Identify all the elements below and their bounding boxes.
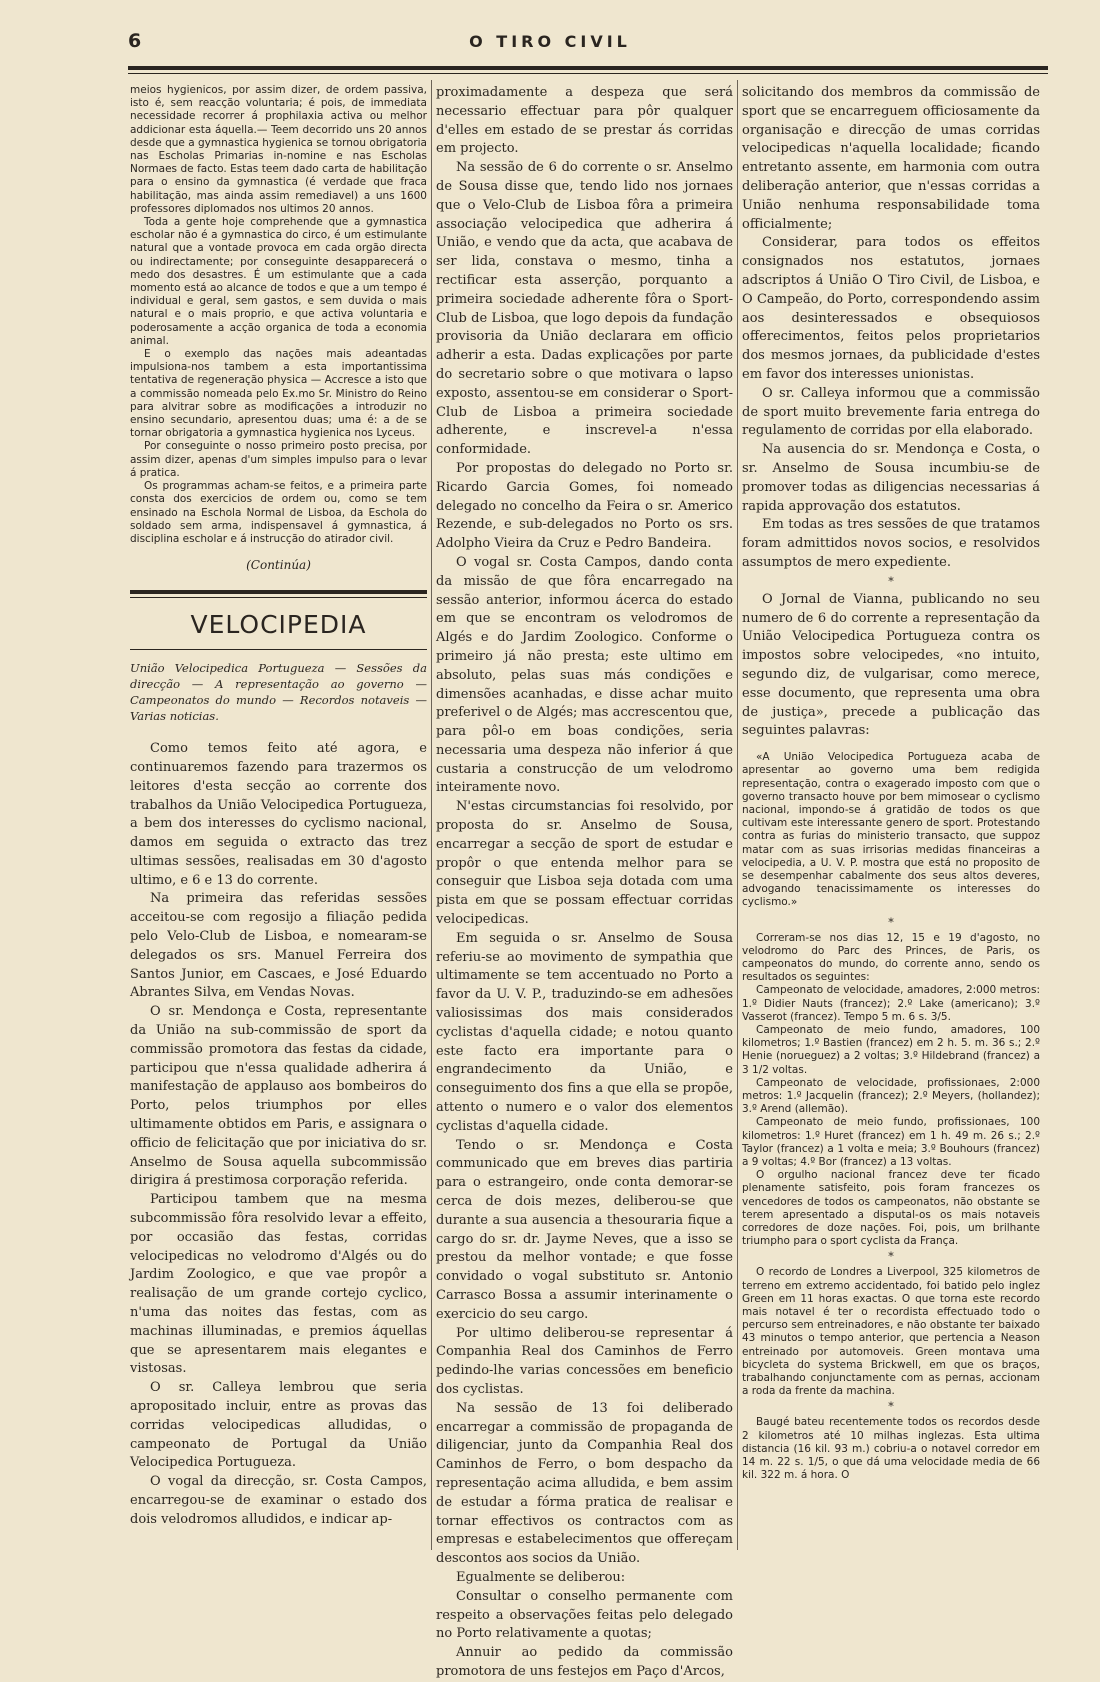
paragraph: Em seguida o sr. Anselmo de Sousa referiu-se ao movimento de sympathia que ultimamente se tem accentuado no Porto a favor da U. V. P., traduzindo-se em adhesões valiosissimas dos mais considerados cyclistas d'aquella cidade; e notou quanto este facto era importante para o engrandecimento da União, e conseguimento dos fins a que ella se propõe, attento o numero e o valor dos elementos cyclistas d'aquella cidade.: [436, 930, 733, 1134]
paragraph: O sr. Calleya lembrou que seria apropositado incluir, entre as provas das corridas velocipedicas alludidas, o campeonato de Portugal da União Velocipedica Portugueza.: [130, 1380, 427, 1471]
paragraph: Campeonato de meio fundo, profissionaes, 100 kilometros: 1.º Huret (francez) em 1 h. 49 m. 26 s.; 2.º Taylor (francez) a 1 volta e meia; 3.º Bouhours (francez) a 9 voltas; 4.º Bor (francez) a 13 voltas.: [742, 1116, 1040, 1168]
paragraph: Campeonato de velocidade, amadores, 2:000 metros: 1.º Didier Nauts (francez); 2.º Lake (americano); 3.º Vasserot (francez). Tempo 5 m. 6 s. 3/5.: [742, 984, 1040, 1023]
paragraph: Por ultimo deliberou-se representar á Companhia Real dos Caminhos de Ferro pedindo-lhe varias concessões em beneficio dos cyclistas.: [436, 1325, 733, 1397]
separator-asterisk: *: [888, 574, 894, 588]
section-rule: [130, 649, 427, 650]
paragraph: O vogal sr. Costa Campos, dando conta da missão de que fôra encarregado na sessão anterior, informou ácerca do estado em que se encontram os velodromos de Algés e do Jardim Zoologico. Conforme o primeiro já não presta; este ultimo em absoluto, pelas suas más condições e dimensões acanhadas, e disse achar muito preferivel o de Algés; mas accrescentou que, para pôl-o em boas condições, seria necessaria uma despeza não inferior á que custaria a construcção de um velodromo inteiramente novo.: [436, 554, 733, 796]
paragraph: Na ausencia do sr. Mendonça e Costa, o sr. Anselmo de Sousa incumbiu-se de promover todas as diligencias necessarias á rapida approvação dos estatutos.: [742, 442, 1040, 514]
paragraph: O vogal da direcção, sr. Costa Campos, encarregou-se de examinar o estado dos dois velodromos alludidos, e indicar ap-: [130, 1474, 427, 1527]
paragraph: N'estas circumstancias foi resolvido, por proposta do sr. Anselmo de Sousa, encarregar a secção de sport de estudar e propôr o que entenda melhor para se conseguir que Lisboa seja dotada com uma pista em que se possam effectuar corridas velocipedicas.: [436, 799, 733, 928]
paragraph: Egualmente se deliberou:: [456, 1569, 626, 1585]
column-divider: [431, 80, 432, 1550]
paragraph: Como temos feito até agora, e continuaremos fazendo para trazermos os leitores d'esta secção ao corrente dos trabalhos da União Velocipedica Portugueza, a bem dos interesses do cyclismo nacional, damos em seguida o extracto das trez ultimas sessões, realisadas em 30 d'agosto ultimo, e 6 e 13 do corrente.: [130, 741, 427, 888]
paragraph: Baugé bateu recentemente todos os recordos desde 2 kilometros até 10 milhas inglezas. Esta ultima distancia (16 kil. 93 m.) cobriu-a o notavel corredor em 14 m. 22 s. 1/5, o que dá uma velocidade media de 66 kil. 322 m. á hora. O: [742, 1416, 1040, 1482]
header-rule: [128, 66, 1048, 74]
paragraph: Correram-se nos dias 12, 15 e 19 d'agosto, no velodromo do Parc des Princes, de Paris, os campeonatos do mundo, do corrente anno, sendo os resultados os seguintes:: [742, 931, 1040, 984]
paragraph: meios hygienicos, por assim dizer, de ordem passiva, isto é, sem reacção voluntaria; é pois, de immediata necessidade recorrer á prophilaxia activa ou melhor addicionar esta áquella.— Teem decorrido uns 20 annos desde que a gymnastica hygienica se tornou obrigatoria nas Escholas Primarias in-nomine e nas Escholas Normaes de facto. Estas teem dado carta de habilitação para o ensino da gymnastica (é verdade que fraca habilitação, mas ainda assim remediavel) a uns 1600 professores diplomados nos ultimos 20 annos.: [130, 84, 427, 215]
paragraph: Participou tambem que na mesma subcommissão fôra resolvido levar a effeito, por occasião das festas, corridas velocipedicas no velodromo d'Algés ou do Jardim Zoologico, e que vae propôr a realisação de um grande cortejo cyclico, n'uma das noites das festas, com as machinas illuminadas, e premios áquellas que se apresentarem mais elegantes e vistosas.: [130, 1192, 427, 1377]
section-title: VELOCIPEDIA: [190, 610, 367, 640]
paragraph: O recordo de Londres a Liverpool, 325 kilometros de terreno em extremo accidentado, foi batido pelo inglez Green em 11 horas exactas. O que torna este recordo mais notavel é ter o recordista effectuado todo o percurso sem entreinadores, e não obstante ter baixado 43 minutos o tempo anterior, que pertencia a Neason entreinado por automoveis. Green montava uma bicycleta do systema Brickwell, em que os braços, trabalhando conjunctamente com as pernas, accionam a roda da frente da machina.: [742, 1266, 1040, 1398]
section-rule: [130, 590, 427, 594]
paragraph: Na primeira das referidas sessões acceitou-se com regosijo a filiação pedida pelo Velo-Club de Lisboa, e nomearam-se delegados os srs. Manuel Ferreira dos Santos Junior, em Cascaes, e José Eduardo Abrantes Silva, em Vendas Novas.: [130, 891, 427, 1001]
separator-asterisk: *: [888, 1400, 894, 1414]
section-summary: União Velocipedica Portugueza — Sessões da direcção — A representação ao governo — Campeonatos do mundo — Recordos notaveis — Varias noticias.: [130, 661, 427, 724]
paragraph: solicitando dos membros da commissão de sport que se encarreguem officiosamente da organisação e direcção de umas corridas velocipedicas n'aquella localidade; ficando entretanto assente, em harmonia com outra deliberação anterior, que n'essas corridas a União nenhuma responsabilidade toma officialmente;: [742, 85, 1040, 232]
column-3: [742, 84, 1040, 1564]
paragraph: Considerar, para todos os effeitos consignados nos estatutos, jornaes adscriptos á União O Tiro Civil, de Lisboa, e O Campeão, do Porto, correspondendo assim aos desinteressados e obsequiosos offerecimentos, feitos pelos proprietarios dos mesmos jornaes, da publicidade d'estes em favor dos interesses unionistas.: [742, 235, 1040, 382]
paragraph: Tendo o sr. Mendonça e Costa communicado que em breves dias partiria para o estrangeiro, onde conta demorar-se cerca de dois mezes, deliberou-se que durante a sua ausencia a thesouraria fique a cargo do sr. dr. Jayme Neves, que a isso se prestou da melhor vontade; e que fosse convidado o vogal substituto sr. Antonio Carrasco Bossa a assumir interinamente o exercicio do seu cargo.: [436, 1137, 733, 1322]
paragraph: Campeonato de velocidade, profissionaes, 2:000 metros: 1.º Jacquelin (francez); 2.º Meyers, (hollandez); 3.º Arend (allemão).: [742, 1076, 1040, 1116]
paragraph: Na sessão de 6 do corrente o sr. Anselmo de Sousa disse que, tendo lido nos jornaes que o Velo-Club de Lisboa fôra a primeira associação velocipedica que adherira á União, e vendo que da acta, que acabava de ser lida, constava o mesmo, tinha a rectificar esta asserção, porquanto a primeira sociedade adherente fôra o Sport-Club de Lisboa, que logo depois da fundação provisoria da União declarara em officio adherir a esta. Dadas explicações por parte do secretario sobre o que motivara o lapso exposto, assentou-se em considerar o Sport-Club de Lisboa a primeira sociedade adherente, e inscrevel-a n'essa conformidade.: [436, 160, 733, 458]
paragraph: Annuir ao pedido da commissão promotora de uns festejos em Paço d'Arcos,: [436, 1645, 733, 1679]
paragraph: O orgulho nacional francez deve ter ficado plenamente satisfeito, pois foram francezes os vencedores de todos os campeonatos, não obstante se terem apresentado a disputal-os os mais notaveis corredores de doze nações. Foi, pois, um brilhante triumpho para o sport cyclista da França.: [742, 1169, 1040, 1248]
page-number: 6: [128, 30, 142, 52]
column-1: [130, 84, 427, 1564]
paragraph: Consultar o conselho permanente com respeito a observações feitas pelo delegado no Porto relativamente a quotas;: [436, 1588, 733, 1642]
paragraph: Campeonato de meio fundo, amadores, 100 kilometros; 1.º Bastien (francez) em 2 h. 5. m. 36 s.; 2.º Henie (norueguez) a 2 voltas; 3.º Hildebrand (francez) a 3 1/2 voltas.: [742, 1023, 1040, 1076]
separator-asterisk: *: [888, 915, 894, 929]
paragraph: Na sessão de 13 foi deliberado encarregar a commissão de propaganda de diligenciar, junto da Companhia Real dos Caminhos de Ferro, o bom despacho da representação acima alludida, e bem assim de estudar a fórma pratica de realisar e tornar effectivos os contractos com as empresas e estabelecimentos que offereçam descontos aos socios da União.: [436, 1400, 733, 1567]
paragraph: Em todas as tres sessões de que tratamos foram admittidos novos socios, e resolvidos assumptos de mero expediente.: [742, 517, 1040, 570]
paragraph: Por conseguinte o nosso primeiro posto precisa, por assim dizer, apenas d'um simples impulso para o levar á pratica.: [130, 440, 427, 479]
separator-asterisk: *: [888, 1250, 894, 1264]
paragraph: Toda a gente hoje comprehende que a gymnastica escholar não é a gymnastica do circo, é um estimulante natural que a vontade provoca em cada orgão directa ou indirectamente; por conseguinte desapparecerá o medo dos desastres. É um estimulante que a cada momento está ao alcance de todos e que a um tempo é individual e geral, sem gastos, e sem duvida o mais natural e o mais proprio, e que activa voluntaria e poderosamente a acção organica de toda a economia animal.: [130, 216, 427, 347]
column-2: [436, 84, 733, 1679]
continua-note: (Continúa): [246, 558, 311, 573]
paragraph: O sr. Calleya informou que a commissão de sport muito brevemente faria entrega do regulamento de corridas por ella elaborado.: [742, 385, 1040, 439]
section-rule: [130, 597, 427, 598]
newspaper-title: O TIRO CIVIL: [469, 32, 631, 51]
paragraph: O sr. Mendonça e Costa, representante da União na sub-commissão de sport da commissão promotora das festas da cidade, participou que n'essa qualidade adherira á manifestação de applauso aos bombeiros do Porto, pelos triumphos por elles ultimamente obtidos em Paris, e assignara o officio de felicitação que por iniciativa do sr. Anselmo de Sousa aquella subcommissão dirigira á prestimosa corporação referida.: [130, 1004, 427, 1189]
paragraph: Por propostas do delegado no Porto sr. Ricardo Garcia Gomes, foi nomeado delegado no concelho da Feira o sr. Americo Rezende, e sub-delegados no Porto os srs. Adolpho Vieira da Cruz e Pedro Bandeira.: [436, 460, 733, 552]
paragraph: proximadamente a despeza que será necessario effectuar para pôr qualquer d'elles em estado de se prestar ás corridas em projecto.: [436, 85, 733, 157]
column-divider: [737, 80, 738, 1550]
page-header: [0, 30, 1100, 60]
paragraph: E o exemplo das nações mais adeantadas impulsiona-nos tambem a esta importantissima tentativa de regeneração physica — Accresce a isto que a commissão nomeada pelo Ex.mo Sr. Ministro do Reino para alvitrar sobre as modificações a introduzir no ensino secundario, apresentou duas; uma é: a de se tornar obrigatoria a gymnastica hygienica nos Lyceus.: [130, 348, 427, 440]
paragraph: Os programmas acham-se feitos, e a primeira parte consta dos exercicios de ordem ou, como se tem ensinado na Eschola Normal de Lisboa, da Eschola do soldado sem arma, indispensavel á gymnastica, á disciplina escholar e á instrucção do atirador civil.: [130, 480, 427, 545]
block-quote: «A União Velocipedica Portugueza acaba de apresentar ao governo uma bem redigida representação, contra o exagerado imposto com que o governo transacto houve por bem mimosear o cyclismo nacional, impondo-se á gratidão de todos os que cultivam este interessante genero de sport. Protestando contra as furias do ministerio transacto, que suppoz matar com as suas irrisorias medidas financeiras a velocipedia, a U. V. P. mostra que está no proposito de se desempenhar cabalmente dos seus altos deveres, advogando tenacissimamente os interesses do cyclismo.»: [742, 751, 1040, 909]
paragraph: O Jornal de Vianna, publicando no seu numero de 6 do corrente a representação da União Velocipedica Portugueza contra os impostos sobre velocipedes, «no intuito, segundo diz, de vulgarisar, como merece, esse documento, que representa uma obra de justiça», precede a publicação das seguintes palavras:: [742, 591, 1040, 739]
